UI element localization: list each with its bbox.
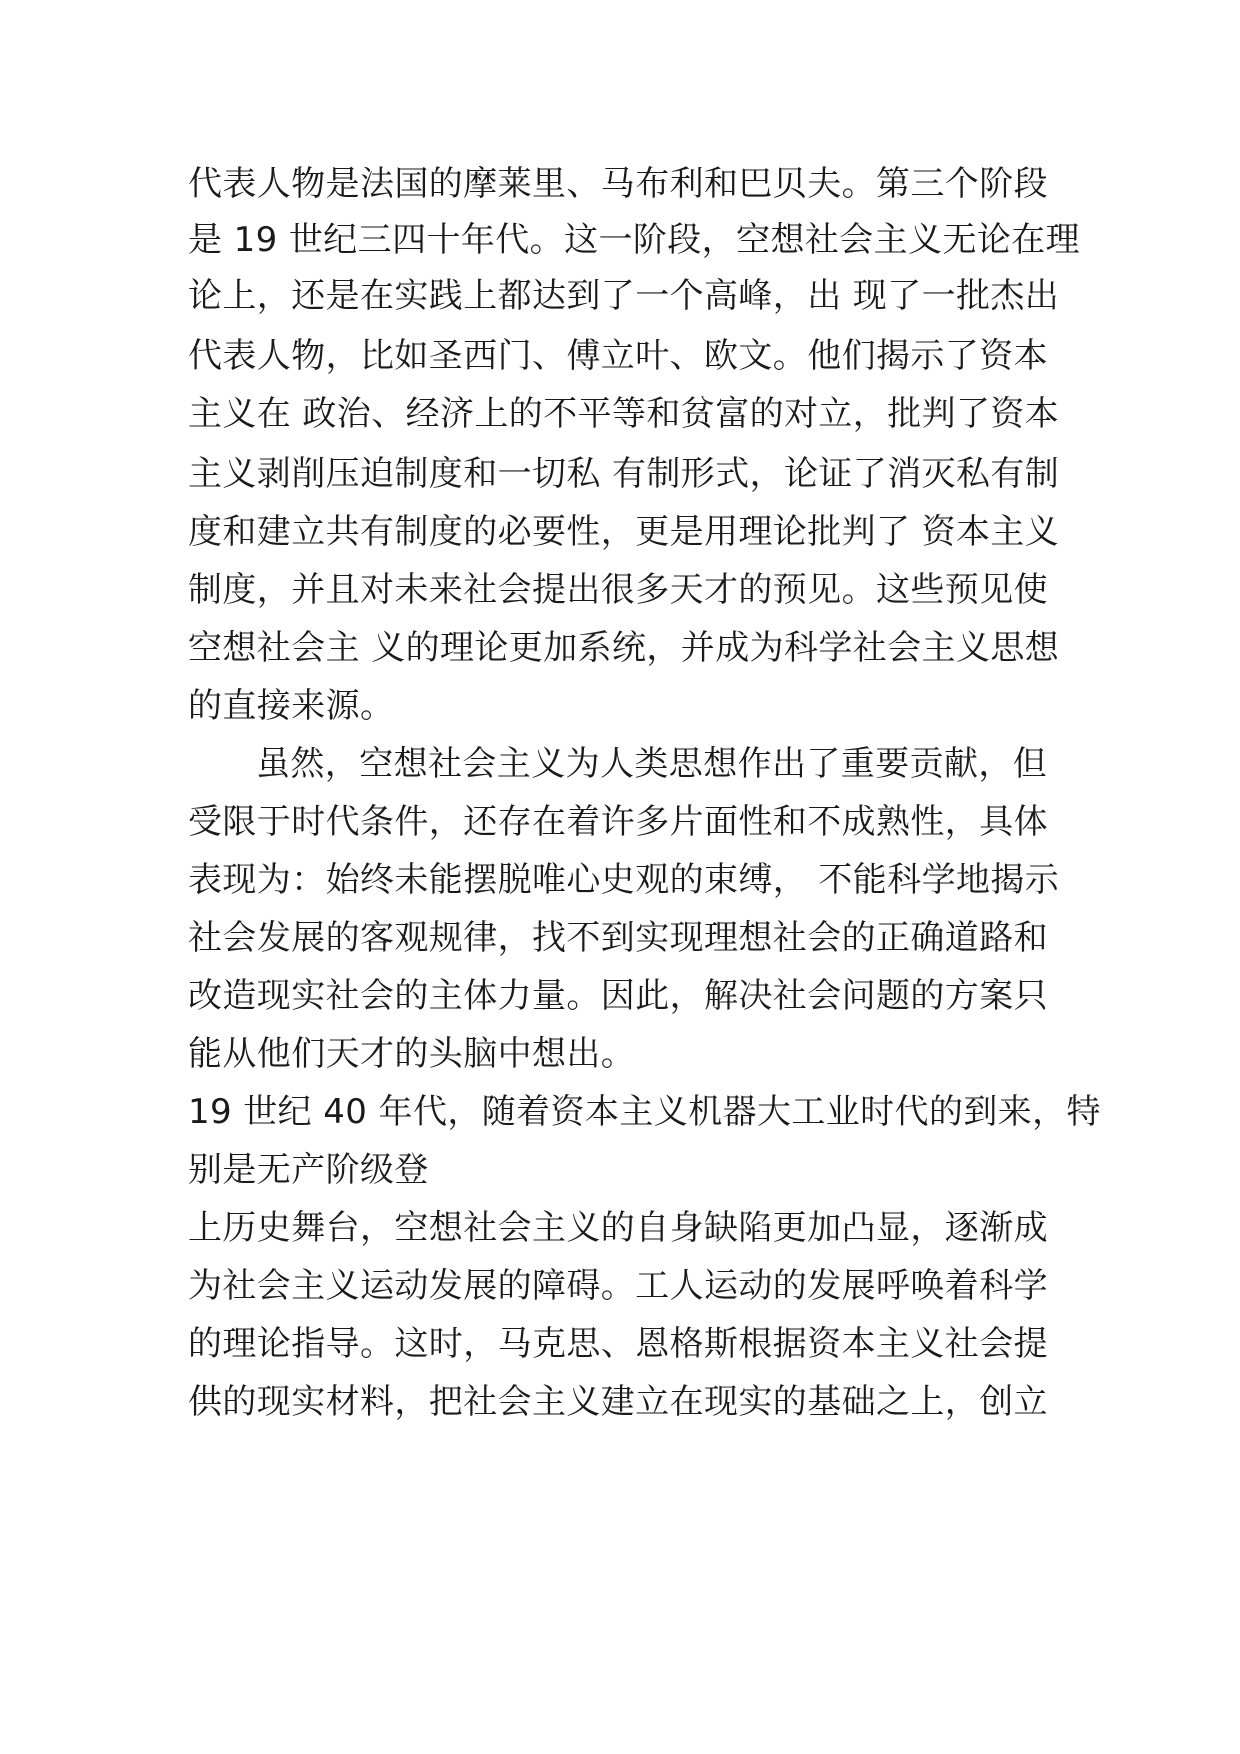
text-line: 主义在 政治、经济上的不平等和贫富的对立，批判了资本 bbox=[188, 394, 1060, 434]
text-line: 受限于时代条件，还存在着许多片面性和不成熟性，具体 bbox=[188, 802, 1048, 842]
text-line: 空想社会主 义的理论更加系统，并成为科学社会主义思想 bbox=[188, 628, 1060, 668]
text-line: 上历史舞台，空想社会主义的自身缺陷更加凸显，逐渐成 bbox=[188, 1208, 1048, 1248]
text-line: 的直接来源。 bbox=[188, 686, 395, 726]
text-line: 别是无产阶级登 bbox=[188, 1150, 429, 1190]
text-line: 供的现实材料，把社会主义建立在现实的基础之上，创立 bbox=[188, 1382, 1048, 1422]
text-line: 改造现实社会的主体力量。因此，解决社会问题的方案只 bbox=[188, 976, 1048, 1016]
text-line: 表现为：始终未能摆脱唯心史观的束缚， 不能科学地揭示 bbox=[188, 860, 1060, 900]
text-line: 制度，并且对未来社会提出很多天才的预见。这些预见使 bbox=[188, 570, 1048, 610]
text-line: 代表人物，比如圣西门、傅立叶、欧文。他们揭示了资本 bbox=[188, 336, 1048, 376]
text-line: 19 世纪 40 年代，随着资本主义机器大工业时代的到来，特 bbox=[188, 1092, 1101, 1132]
text-line: 能从他们天才的头脑中想出。 bbox=[188, 1034, 636, 1074]
text-line: 的理论指导。这时，马克思、恩格斯根据资本主义社会提 bbox=[188, 1324, 1048, 1364]
paragraph-first-line: 虽然，空想社会主义为人类思想作出了重要贡献，但 bbox=[256, 744, 1048, 784]
text-line: 为社会主义运动发展的障碍。工人运动的发展呼唤着科学 bbox=[188, 1266, 1048, 1306]
text-line: 论上，还是在实践上都达到了一个高峰，出 现了一批杰出 bbox=[188, 276, 1060, 316]
text-line: 是 19 世纪三四十年代。这一阶段，空想社会主义无论在理 bbox=[188, 220, 1081, 260]
text-line: 度和建立共有制度的必要性，更是用理论批判了 资本主义 bbox=[188, 512, 1060, 552]
text-line: 代表人物是法国的摩莱里、马布利和巴贝夫。第三个阶段 bbox=[188, 164, 1048, 204]
text-line: 社会发展的客观规律，找不到实现理想社会的正确道路和 bbox=[188, 918, 1048, 958]
text-line: 主义剥削压迫制度和一切私 有制形式，论证了消灭私有制 bbox=[188, 454, 1060, 494]
